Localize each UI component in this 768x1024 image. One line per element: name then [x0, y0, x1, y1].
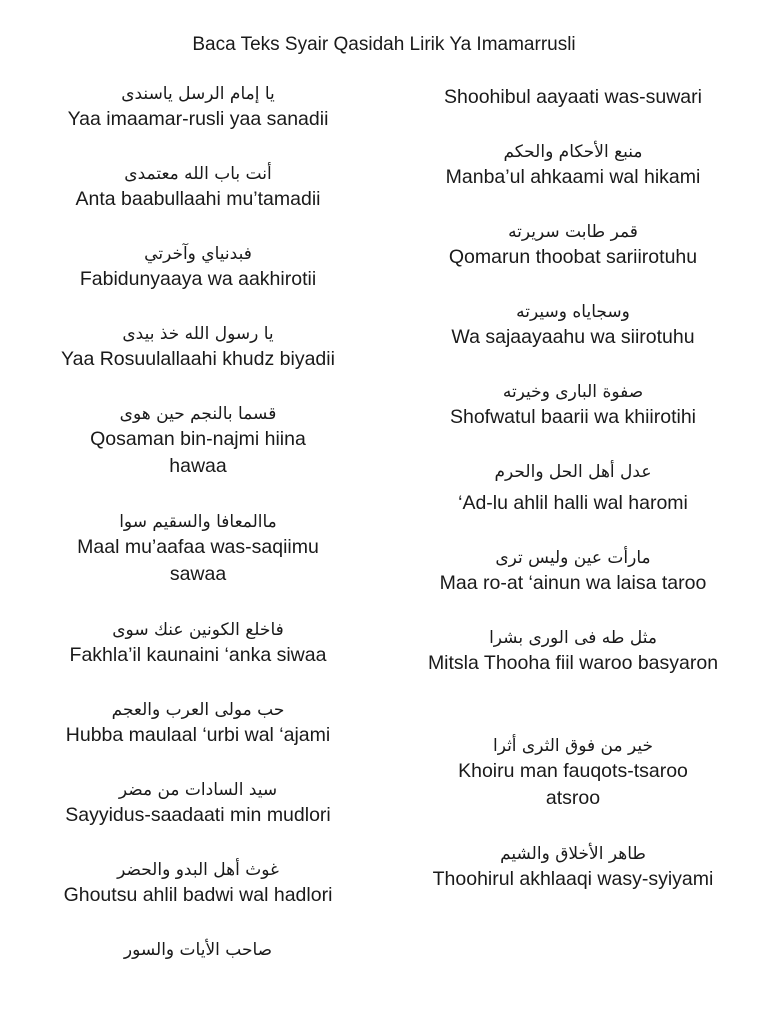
arabic-line: حب مولى العرب والعجم: [111, 700, 285, 720]
stanza: [400, 546, 746, 626]
arabic-line: يا إمام الرسل ياسندى: [121, 84, 275, 104]
latin-line: Maal mu’aafaa was-saqiimu sawaa: [77, 536, 319, 585]
arabic-line: صفوة البارى وخيرته: [502, 382, 644, 402]
stanza: [400, 460, 746, 546]
latin-line: Mitsla Thooha fiil waroo basyaron: [427, 652, 719, 674]
latin-line: Maa ro-at ‘ainun wa laisa taroo: [439, 572, 707, 594]
stanza: [28, 698, 368, 778]
stanza: [28, 402, 368, 510]
stanza: [400, 140, 746, 220]
latin-line: Thoohirul akhlaaqi wasy-syiyami: [432, 868, 714, 890]
page-title: Baca Teks Syair Qasidah Lirik Ya Imamarrusli: [192, 34, 576, 55]
arabic-line: قمر طابت سريرته: [508, 222, 638, 242]
stanza: [400, 82, 746, 140]
latin-line: Hubba maulaal ‘urbi wal ‘ajami: [65, 724, 331, 746]
arabic-line: خير من فوق الثرى أثرا: [492, 736, 654, 756]
arabic-line: منبع الأحكام والحكم: [503, 142, 643, 162]
arabic-line: ماالمعافا والسقيم سوا: [119, 512, 277, 532]
arabic-line: أنت باب الله معتمدى: [124, 164, 272, 184]
left-column: [28, 82, 368, 1018]
latin-line: Sayyidus-saadaati min mudlori: [65, 804, 331, 826]
arabic-line: سيد السادات من مضر: [118, 780, 278, 800]
arabic-line: فبدنياي وآخرتي: [144, 244, 252, 264]
arabic-line: وسجاياه وسيرته: [516, 302, 630, 322]
latin-line: Qosaman bin-najmi hiina hawaa: [90, 428, 306, 477]
arabic-line: مثل طه فى الورى بشرا: [489, 628, 657, 648]
stanza: [400, 734, 746, 842]
arabic-line: قسما بالنجم حين هوى: [119, 404, 277, 424]
latin-line: Fabidunyaaya wa aakhirotii: [79, 268, 317, 290]
latin-line: Manba’ul ahkaami wal hikami: [445, 166, 701, 188]
latin-line: Fakhla’il kaunaini ‘anka siwaa: [69, 644, 327, 666]
arabic-line: صاحب الأيات والسور: [123, 940, 273, 960]
latin-line: Anta baabullaahi mu’tamadii: [75, 188, 321, 210]
latin-line: Wa sajaayaahu wa siirotuhu: [451, 326, 695, 348]
arabic-line: غوث أهل البدو والحضر: [117, 860, 279, 880]
latin-line: Qomarun thoobat sariirotuhu: [448, 246, 698, 268]
stanza: [400, 220, 746, 300]
stanza: [28, 82, 368, 162]
latin-line: Yaa imaamar-rusli yaa sanadii: [67, 108, 329, 130]
arabic-line: فاخلع الكونين عنك سوى: [112, 620, 284, 640]
latin-line: Khoiru man fauqots-tsaroo atsroo: [458, 760, 688, 809]
arabic-line: عدل أهل الحل والحرم: [494, 462, 652, 482]
stanza: [28, 510, 368, 618]
stanza: [28, 162, 368, 242]
stanza: [400, 380, 746, 460]
stanza: [28, 322, 368, 402]
stanza: [28, 618, 368, 698]
stanza: [28, 242, 368, 322]
latin-line: Shoohibul aayaati was-suwari: [444, 86, 702, 108]
stanza: [400, 842, 746, 950]
stanza: [400, 626, 746, 734]
latin-line: Shofwatul baarii wa khiirotihi: [449, 406, 697, 428]
latin-line: Yaa Rosuulallaahi khudz biyadii: [61, 348, 335, 370]
arabic-line: طاهر الأخلاق والشيم: [500, 844, 646, 864]
latin-line: Ghoutsu ahlil badwi wal hadlori: [63, 884, 333, 906]
arabic-line: مارأت عين وليس ترى: [495, 548, 651, 568]
stanza: [28, 778, 368, 858]
arabic-line: يا رسول الله خذ بيدى: [122, 324, 274, 344]
right-column: [400, 82, 746, 950]
stanza: [400, 300, 746, 380]
stanza: [28, 938, 368, 1018]
latin-line: ‘Ad-lu ahlil halli wal haromi: [458, 492, 688, 514]
stanza: [28, 858, 368, 938]
